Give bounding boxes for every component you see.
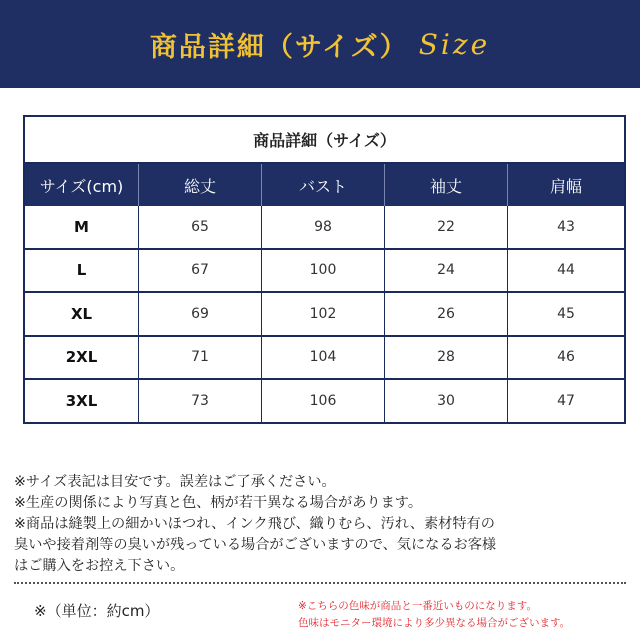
note-line: ※生産の関係により写真と色、柄が若干異なる場合があります。 — [14, 495, 423, 511]
banner-script-title: Size — [418, 27, 491, 61]
table-row — [25, 206, 624, 250]
table-cell: 30 — [385, 380, 508, 422]
table-cell-size: L — [25, 250, 139, 292]
note-line: 臭いや接着剤等の臭いが残っている場合がございますので、気になるお客様 — [14, 537, 497, 553]
header-sleeve: 袖丈 — [385, 164, 508, 206]
table-cell: 26 — [385, 293, 508, 335]
size-table — [23, 115, 626, 424]
table-cell: 65 — [139, 206, 262, 248]
table-cell: 67 — [139, 250, 262, 292]
unit-note: ※（単位：約cm） — [34, 602, 160, 620]
table-cell: 47 — [557, 392, 575, 409]
note-line: ※サイズ表記は目安です。誤差はご了承ください。 — [14, 474, 336, 490]
table-cell: 46 — [557, 349, 575, 366]
table-cell: 71 — [139, 337, 262, 379]
table-cell: 73 — [139, 380, 262, 422]
disclaimer-line: ※こちらの色味が商品と一番近いものになります。 — [298, 600, 537, 612]
table-cell: 28 — [385, 337, 508, 379]
header-size: サイズ(cm) — [25, 164, 139, 206]
table-cell-size: XL — [25, 293, 139, 335]
dotted-divider — [14, 582, 626, 584]
header-length: 総丈 — [139, 164, 262, 206]
table-cell-size: 2XL — [25, 337, 139, 379]
table-cell: 24 — [385, 250, 508, 292]
table-cell: 43 — [557, 218, 575, 235]
table-row — [25, 380, 624, 422]
table-cell: 104 — [262, 337, 385, 379]
note-line: はご購入をお控え下さい。 — [14, 558, 185, 574]
table-cell: 45 — [557, 305, 575, 322]
table-cell: 100 — [262, 250, 385, 292]
table-row — [25, 337, 624, 381]
table-cell-size: M — [25, 206, 139, 248]
disclaimer-line: 色味はモニター環境により多少異なる場合がございます。 — [298, 617, 571, 629]
notes — [14, 472, 629, 577]
table-cell: 98 — [262, 206, 385, 248]
table-cell: 106 — [262, 380, 385, 422]
note-line: ※商品は縫製上の細かいほつれ、インク飛び、織りむら、汚れ、素材特有の — [14, 516, 495, 532]
color-disclaimer — [298, 598, 633, 632]
header-shoulder: 肩幅 — [549, 176, 582, 196]
table-header-row — [25, 164, 624, 206]
table-caption: 商品詳細（サイズ） — [25, 117, 624, 164]
table-cell: 22 — [385, 206, 508, 248]
table-row — [25, 293, 624, 337]
banner-title: 商品詳細（サイズ） — [149, 31, 409, 63]
table-row — [25, 250, 624, 294]
table-cell: 44 — [557, 262, 575, 279]
title-banner — [0, 0, 640, 88]
table-cell-size: 3XL — [25, 380, 139, 422]
table-cell: 69 — [139, 293, 262, 335]
header-bust: バスト — [262, 164, 385, 206]
table-cell: 102 — [262, 293, 385, 335]
